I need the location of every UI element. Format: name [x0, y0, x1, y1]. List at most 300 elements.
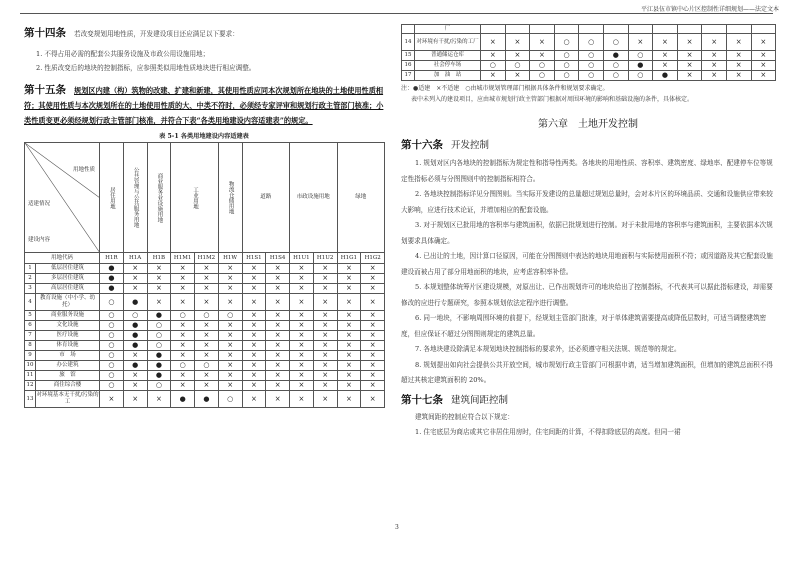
row-name: 体育设施 — [36, 341, 100, 351]
suitability-cell — [579, 25, 604, 34]
suitability-cell: × — [361, 331, 385, 341]
suitability-cell: ○ — [530, 61, 555, 71]
chapter-title: 第六章 土地开发控制 — [538, 119, 638, 130]
suitability-cell: × — [361, 294, 385, 311]
row-number: 6 — [25, 321, 36, 331]
suitability-cell: × — [195, 274, 219, 284]
suitability-cell: × — [337, 381, 361, 391]
suitability-cell: × — [195, 294, 219, 311]
suitability-cell: × — [530, 34, 555, 51]
row-number: 11 — [25, 371, 36, 381]
code-cell: H1U1 — [290, 253, 314, 264]
suitability-cell: ○ — [123, 311, 147, 321]
suitability-cell: × — [218, 331, 242, 341]
paragraph: 7. 各地块建设除满足本规划地块控制指标的要求外，还必须遵守相关法规、规范等的规定。 — [415, 345, 681, 353]
suitability-cell: × — [218, 351, 242, 361]
suitability-cell: × — [313, 361, 337, 371]
suitability-cell: × — [505, 51, 530, 61]
suitability-cell: ○ — [100, 311, 124, 321]
suitability-cell: × — [123, 391, 147, 408]
suitability-cell: × — [290, 371, 314, 381]
suitability-cell: × — [313, 371, 337, 381]
suitability-cell: ○ — [100, 331, 124, 341]
suitability-cell — [702, 25, 727, 34]
suitability-cell: × — [337, 294, 361, 311]
paragraph: 5. 本规划整体统筹片区建设规模，对原出让、已作出规划许可的地块给出了控制指标，不代表其可以据此指标建设，却需要修改的应进行专题研究，参照本规划依法定程序进行调整。 — [401, 283, 773, 307]
suitability-cell: ○ — [147, 381, 171, 391]
suitability-cell: × — [242, 391, 266, 408]
suitability-cell: × — [123, 381, 147, 391]
table-row — [25, 341, 385, 351]
suitability-cell: × — [361, 264, 385, 274]
row-number: 8 — [25, 341, 36, 351]
suitability-cell: × — [242, 284, 266, 294]
paragraph: 6. 同一地块，不影响周围环境的前提下，经规划主管部门批准，对于单体建筑需要提高或降低层数时，可适当调整建筑密度，但应保证不超过分图图则规定的建筑总量。 — [401, 314, 767, 338]
suitability-cell: × — [677, 61, 702, 71]
suitability-cell: ● — [147, 311, 171, 321]
suitability-cell: × — [751, 34, 776, 51]
suitability-cell: × — [266, 274, 290, 284]
suitability-cell: × — [147, 294, 171, 311]
suitability-cell: × — [505, 71, 530, 81]
suitability-cell: × — [123, 371, 147, 381]
suitability-cell: × — [171, 331, 195, 341]
table-row — [25, 331, 385, 341]
suitability-cell: × — [653, 61, 678, 71]
suitability-cell: ○ — [579, 71, 604, 81]
article-14-intro: 若改变规划用地性质，开发建设项目还应满足以下要求： — [74, 30, 239, 38]
table-row — [25, 371, 385, 381]
row-name: 旅 馆 — [36, 371, 100, 381]
header-rule — [20, 13, 773, 14]
paragraph: 建筑间距的控制应符合以下规定： — [415, 412, 514, 421]
table-row — [25, 351, 385, 361]
suitability-cell: ● — [171, 391, 195, 408]
article-16-heading — [401, 138, 775, 153]
suitability-cell: × — [290, 264, 314, 274]
suitability-cell: × — [266, 391, 290, 408]
suitability-cell: × — [726, 34, 751, 51]
paragraph: 8. 规划提出如向社会提供公共开放空间，城市规划行政主管部门可根据申请，适当增加建筑面积，但增加的建筑总面积不得超过其核定建筑面积的 20%。 — [401, 360, 773, 384]
suitability-cell: ○ — [171, 361, 195, 371]
table-row — [25, 264, 385, 274]
suitability-cell: × — [361, 361, 385, 371]
suitability-cell: × — [147, 284, 171, 294]
page-number: 3 — [395, 524, 399, 531]
suitability-cell: × — [337, 274, 361, 284]
suitability-cell — [726, 25, 751, 34]
row-name: 商业服务设施 — [36, 311, 100, 321]
suitability-cell: ○ — [171, 311, 195, 321]
suitability-cell: ● — [653, 71, 678, 81]
row-number: 13 — [25, 391, 36, 408]
row-name: 厂 — [415, 25, 481, 34]
code-cell: H1W — [218, 253, 242, 264]
suitability-cell: ○ — [554, 71, 579, 81]
suitability-cell: × — [171, 381, 195, 391]
suitability-cell: ○ — [554, 51, 579, 61]
suitability-cell: × — [337, 351, 361, 361]
code-cell: H1M1 — [171, 253, 195, 264]
suitability-cell: ○ — [100, 381, 124, 391]
suitability-cell: × — [147, 264, 171, 274]
row-name: 市 场 — [36, 351, 100, 361]
suitability-cell: × — [726, 61, 751, 71]
code-cell: H1A — [123, 253, 147, 264]
row-name: 办公建筑 — [36, 361, 100, 371]
table-row — [402, 25, 776, 34]
suitability-cell: × — [290, 351, 314, 361]
suitability-cell: × — [195, 331, 219, 341]
suitability-cell: × — [266, 284, 290, 294]
article-14-item-2: 2. 性质改变后的地块的控制指标，应参照类似用地性质地块进行相应调整。 — [36, 64, 256, 72]
code-cell: H1U2 — [313, 253, 337, 264]
suitability-cell: × — [313, 351, 337, 361]
row-number: 10 — [25, 361, 36, 371]
suitability-cell: × — [677, 71, 702, 81]
table-caption: 表 5-1 各类用地建设内容适建表 — [159, 133, 249, 140]
suitability-cell: ○ — [603, 71, 628, 81]
article-15-title: 第十五条 — [24, 84, 66, 96]
suitability-cell: × — [242, 351, 266, 361]
article-14-item-1: 1. 不得占用必需的配套公共服务设施及市政公用设施用地； — [36, 50, 210, 58]
suitability-cell: × — [171, 371, 195, 381]
group-public: 公共管理与公共服务用地 — [123, 143, 147, 253]
suitability-cell: × — [361, 284, 385, 294]
suitability-cell: ● — [123, 331, 147, 341]
suitability-cell: × — [242, 361, 266, 371]
suitability-cell: ○ — [554, 61, 579, 71]
table-row — [25, 391, 385, 408]
suitability-cell: × — [677, 51, 702, 61]
paragraph: 1. 住宅底层为商店或其它非居住用房时，住宅间距的计算，不得扣除底层的高度。但同一裙 — [415, 428, 681, 436]
suitability-cell: × — [702, 51, 727, 61]
suitability-cell: × — [171, 274, 195, 284]
suitability-cell: × — [123, 274, 147, 284]
suitability-cell: × — [702, 34, 727, 51]
table-diagonal-header — [25, 143, 100, 253]
article-17-heading — [401, 393, 775, 408]
suitability-cell: × — [726, 71, 751, 81]
suitability-cell: × — [123, 264, 147, 274]
diag-top-label: 用地性质 — [72, 167, 95, 173]
diag-mid-label: 适建情况 — [28, 201, 51, 207]
suitability-cell: × — [195, 351, 219, 361]
group-road: 道路 — [242, 143, 290, 253]
suitability-cell: × — [195, 284, 219, 294]
suitability-cell: × — [677, 34, 702, 51]
suitability-cell: × — [242, 371, 266, 381]
suitability-cell: ○ — [195, 361, 219, 371]
article-15-text: 规划区内建（构）筑物的改建、扩建和新建，其使用性质应同本次规划所在地块的土地使用性质相符；其使用性质与本次规划所在的土地使用性质的大、中类不符时，必须经专家评审和规划行政主管部门核准；小类性质变更必须经规划行政主管部门核准，并符合下表“各类用地建设内容适建表”的规定。 — [24, 86, 384, 125]
suitability-cell: × — [242, 294, 266, 311]
suitability-cell: × — [218, 341, 242, 351]
suitability-cell: × — [337, 371, 361, 381]
diag-bottom-label: 建设内容 — [28, 237, 51, 243]
group-residential: 居住用地 — [100, 143, 124, 253]
article-17-subtitle: 建筑间距控制 — [451, 394, 509, 406]
article-15 — [24, 83, 384, 128]
row-name: 高层居住建筑 — [36, 284, 100, 294]
paragraph: 1. 规划对区内各地块的控制指标为规定性和指导性两类。各地块的用地性质、容积率、建筑密度、绿地率、配建停车位等规定性指标必须与分图图则中的控制指标相符合。 — [401, 159, 773, 183]
suitability-cell: × — [313, 391, 337, 408]
suitability-cell: × — [218, 371, 242, 381]
suitability-cell — [505, 25, 530, 34]
suitability-cell: × — [218, 361, 242, 371]
suitability-cell: × — [337, 311, 361, 321]
suitability-cell: ○ — [505, 61, 530, 71]
row-name: 医疗设施 — [36, 331, 100, 341]
code-cell: H1G1 — [337, 253, 361, 264]
suitability-cell: × — [218, 294, 242, 311]
suitability-cell: ● — [195, 391, 219, 408]
table-row — [402, 51, 776, 61]
suitability-cell: ○ — [603, 61, 628, 71]
suitability-cell: × — [266, 371, 290, 381]
suitability-cell: × — [481, 71, 506, 81]
suitability-cell — [653, 25, 678, 34]
table-row — [25, 381, 385, 391]
suitability-cell: × — [337, 361, 361, 371]
table-row — [25, 284, 385, 294]
suitability-cell: × — [313, 284, 337, 294]
suitability-cell: ● — [123, 361, 147, 371]
row-name: 普通储运仓库 — [415, 51, 481, 61]
suitability-cell: ○ — [218, 391, 242, 408]
land-use-table — [24, 142, 385, 408]
suitability-cell: × — [313, 264, 337, 274]
suitability-cell: ○ — [100, 294, 124, 311]
suitability-cell: × — [653, 34, 678, 51]
suitability-cell: × — [313, 274, 337, 284]
table-row — [402, 34, 776, 51]
article-17-title: 第十七条 — [401, 393, 443, 406]
suitability-cell: × — [218, 274, 242, 284]
suitability-cell: × — [290, 311, 314, 321]
suitability-cell: × — [530, 51, 555, 61]
suitability-cell: ○ — [100, 361, 124, 371]
row-name: 对环境有干扰/污染的工厂 — [415, 34, 481, 51]
page-header: 平江县伍市镇中心片区控制性详细规划——法定文本 — [640, 6, 779, 13]
right-table-body — [402, 25, 776, 81]
suitability-cell: × — [100, 391, 124, 408]
suitability-cell: × — [361, 321, 385, 331]
suitability-cell: × — [195, 371, 219, 381]
row-number: 17 — [402, 71, 415, 81]
code-row — [25, 253, 385, 264]
suitability-cell: × — [337, 321, 361, 331]
suitability-cell: ○ — [100, 371, 124, 381]
article-17-body — [401, 410, 775, 441]
suitability-cell: × — [313, 381, 337, 391]
suitability-cell: × — [171, 321, 195, 331]
suitability-cell: × — [337, 341, 361, 351]
paragraph: 4. 已出让的土地，因计算口径原因，可能在分图图则中表达的地块用地面积与实际使用面积不符；或因道路及其它配套设施建设而被占用了部分用地面积的地块，应考虑容积率补偿。 — [401, 252, 773, 276]
suitability-cell: ○ — [579, 34, 604, 51]
suitability-cell: × — [171, 341, 195, 351]
suitability-cell — [751, 25, 776, 34]
article-14-title: 第十四条 — [24, 27, 66, 39]
suitability-cell: ○ — [195, 311, 219, 321]
row-number: 16 — [402, 61, 415, 71]
suitability-cell: × — [337, 391, 361, 408]
suitability-cell: × — [290, 331, 314, 341]
suitability-cell: ○ — [554, 34, 579, 51]
group-commercial: 商业服务业设施用地 — [147, 143, 171, 253]
suitability-cell: × — [266, 331, 290, 341]
row-number: 7 — [25, 331, 36, 341]
suitability-cell: × — [337, 284, 361, 294]
suitability-cell: × — [242, 311, 266, 321]
article-14 — [24, 26, 384, 41]
table-row — [25, 311, 385, 321]
suitability-cell: ○ — [147, 331, 171, 341]
suitability-cell: ○ — [100, 351, 124, 361]
suitability-cell: × — [481, 34, 506, 51]
suitability-cell: × — [242, 274, 266, 284]
row-name: 教育设施（中小学、幼托） — [36, 294, 100, 311]
suitability-cell: × — [290, 391, 314, 408]
code-cell: H1B — [147, 253, 171, 264]
suitability-cell: ○ — [603, 34, 628, 51]
suitability-cell: ● — [147, 361, 171, 371]
suitability-cell: × — [361, 274, 385, 284]
suitability-cell: × — [628, 34, 653, 51]
row-number: 4 — [25, 294, 36, 311]
suitability-cell: × — [726, 51, 751, 61]
suitability-cell: × — [751, 51, 776, 61]
group-logistics: 物流仓储用地 — [218, 143, 242, 253]
suitability-cell: ● — [123, 294, 147, 311]
suitability-cell: × — [290, 361, 314, 371]
row-number: 14 — [402, 34, 415, 51]
suitability-cell: × — [147, 391, 171, 408]
table-row — [25, 294, 385, 311]
suitability-cell: × — [290, 341, 314, 351]
suitability-cell: × — [751, 71, 776, 81]
suitability-cell: × — [313, 321, 337, 331]
article-16-title: 第十六条 — [401, 139, 443, 151]
suitability-cell: × — [337, 331, 361, 341]
suitability-cell: × — [171, 264, 195, 274]
row-name: 加 油 站 — [415, 71, 481, 81]
suitability-cell: ○ — [218, 311, 242, 321]
suitability-cell: × — [266, 321, 290, 331]
suitability-cell: × — [361, 341, 385, 351]
suitability-cell: ● — [100, 274, 124, 284]
suitability-cell: × — [147, 274, 171, 284]
code-cell: H1S4 — [266, 253, 290, 264]
table-row — [25, 361, 385, 371]
table-row — [402, 61, 776, 71]
suitability-cell: × — [195, 264, 219, 274]
suitability-cell: × — [290, 321, 314, 331]
suitability-cell: ○ — [147, 341, 171, 351]
suitability-cell: × — [218, 264, 242, 274]
row-number: 15 — [402, 51, 415, 61]
suitability-cell: ● — [628, 61, 653, 71]
row-name: 文化设施 — [36, 321, 100, 331]
suitability-cell: × — [266, 294, 290, 311]
table-note: 表中未列入的建设项目，应由城市规划行政主管部门根据对周围环境的影响和基础设施的条件，具体核定。 — [411, 96, 694, 103]
row-number: 5 — [25, 311, 36, 321]
suitability-cell: × — [195, 341, 219, 351]
suitability-cell: × — [313, 331, 337, 341]
row-number: 3 — [25, 284, 36, 294]
suitability-cell — [481, 25, 506, 34]
article-16-subtitle: 开发控制 — [451, 140, 490, 151]
suitability-cell: × — [123, 351, 147, 361]
suitability-cell: × — [266, 341, 290, 351]
suitability-cell: × — [361, 381, 385, 391]
suitability-cell: × — [702, 61, 727, 71]
suitability-cell: × — [290, 274, 314, 284]
suitability-cell: ○ — [147, 321, 171, 331]
suitability-cell — [628, 25, 653, 34]
suitability-cell: × — [505, 34, 530, 51]
suitability-cell — [677, 25, 702, 34]
suitability-cell: × — [290, 381, 314, 391]
suitability-cell: ○ — [628, 51, 653, 61]
suitability-cell: ○ — [100, 341, 124, 351]
suitability-cell: × — [218, 284, 242, 294]
suitability-cell: × — [266, 381, 290, 391]
suitability-cell: × — [361, 371, 385, 381]
suitability-cell: ○ — [628, 71, 653, 81]
suitability-cell — [530, 25, 555, 34]
suitability-cell: ● — [147, 351, 171, 361]
suitability-cell: ● — [100, 264, 124, 274]
suitability-cell: ○ — [579, 51, 604, 61]
suitability-cell: × — [313, 341, 337, 351]
row-number: 12 — [25, 381, 36, 391]
code-cell: H1G2 — [361, 253, 385, 264]
suitability-cell: × — [361, 391, 385, 408]
suitability-cell: × — [266, 361, 290, 371]
row-name: 对环境基本无干扰/污染的工 — [36, 391, 100, 408]
suitability-cell: × — [290, 294, 314, 311]
suitability-cell: ● — [603, 51, 628, 61]
code-cell: H1R — [100, 253, 124, 264]
table-row — [25, 274, 385, 284]
row-name: 多层居住建筑 — [36, 274, 100, 284]
land-use-table-continued — [401, 24, 776, 81]
suitability-cell: × — [266, 351, 290, 361]
suitability-cell: × — [361, 351, 385, 361]
suitability-cell: × — [481, 51, 506, 61]
suitability-cell: × — [702, 71, 727, 81]
suitability-cell: × — [266, 264, 290, 274]
group-green: 绿地 — [337, 143, 385, 253]
row-name: 商住综合楼 — [36, 381, 100, 391]
suitability-cell: × — [171, 294, 195, 311]
row-number: 2 — [25, 274, 36, 284]
suitability-cell: × — [242, 331, 266, 341]
group-industrial: 工业用地 — [171, 143, 219, 253]
suitability-cell: ○ — [481, 61, 506, 71]
suitability-cell: × — [337, 264, 361, 274]
suitability-cell: × — [751, 61, 776, 71]
right-column — [401, 24, 775, 441]
row-number: 9 — [25, 351, 36, 361]
suitability-cell: × — [653, 51, 678, 61]
article-16-body — [401, 156, 775, 389]
table-row — [402, 71, 776, 81]
suitability-cell: ○ — [579, 61, 604, 71]
left-table-body — [25, 264, 385, 408]
code-cell: H1S1 — [242, 253, 266, 264]
suitability-cell: × — [123, 284, 147, 294]
